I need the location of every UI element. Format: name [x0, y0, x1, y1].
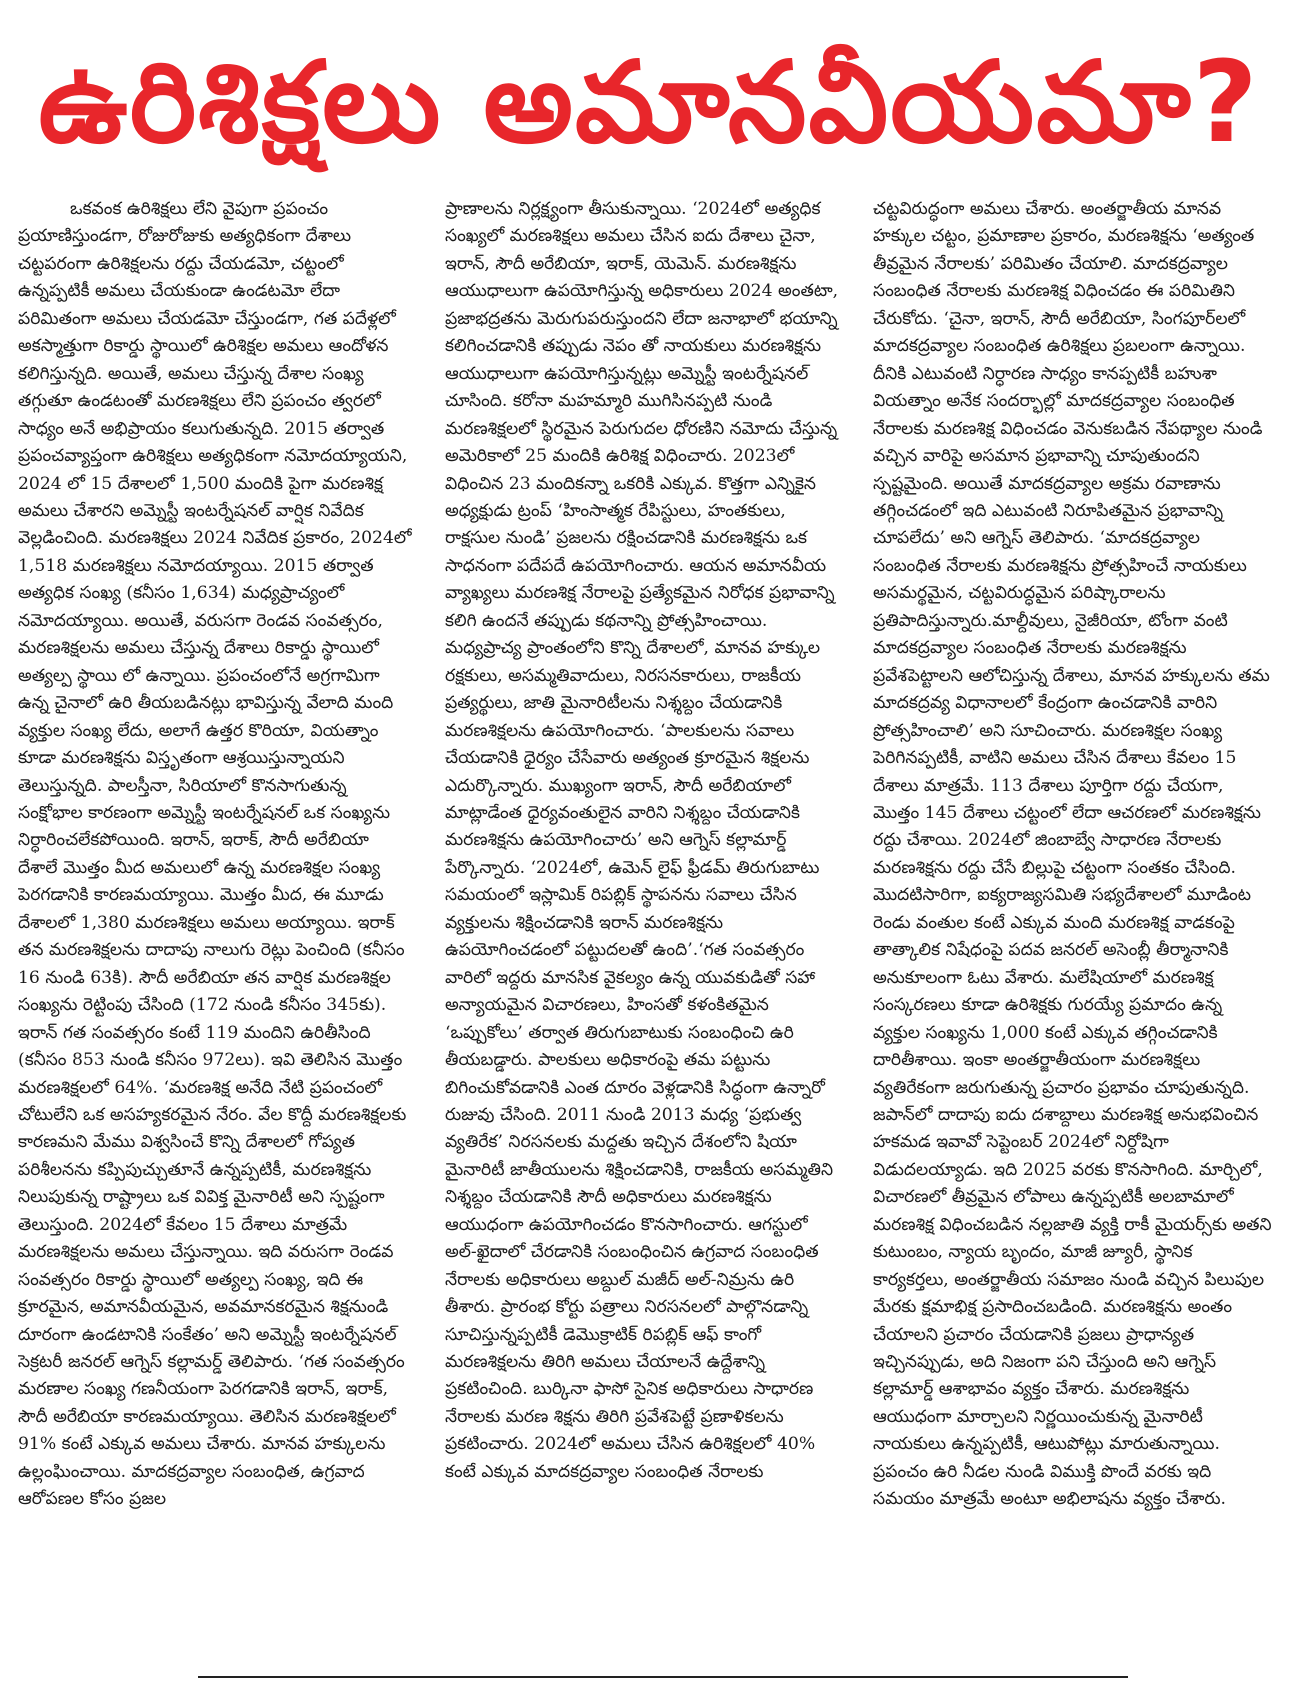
article-text: ఒకవంక ఉరిశిక్షలు లేని వైపుగా ప్రపంచం ప్రయాణిస్తుండగా, రోజురోజుకు అత్యధికంగా దేశాలు చట్టపరంగా ఉరిశిక్షలను రద్దు చేయడమో, చట్టంలో ఉన్నప్పటికీ అమలు చేయకుండా ఉండటమో లేదా పరిమితంగా అమలు చేయడమో చేస్తుండగా, గత పదేళ్లలో అకస్మాత్తుగా రికార్డు స్థాయిలో ఉరిశిక్షల అమలు ఆందోళన కలిగిస్తున్నది. అయితే, అమలు చేస్తున్న దేశాల సంఖ్య తగ్గుతూ ఉండటంతో మరణశిక్షలు లేని ప్రపంచం త్వరలో సాధ్యం అనే అభిప్రాయం కలుగుతున్నది. 2015 తర్వాత ప్రపంచవ్యాప్తంగా ఉరిశిక్షలు అత్యధికంగా నమోదయ్యాయని, 2024 లో 15 దేశాలలో 1,500 మందికి పైగా మరణశిక్ష అమలు చేశారని అమ్నెస్టీ ఇంటర్నేషనల్ వార్షిక నివేదిక వెల్లడించింది. మరణశిక్షలు 2024 నివేదిక ప్రకారం, 2024లో 1,518 మరణశిక్షలు నమోదయ్యాయి. 2015 తర్వాత అత్యధిక సంఖ్య (కనీసం 1,634) మధ్యప్రాచ్యంలో నమోదయ్యాయి. అయితే, వరుసగా రెండవ సంవత్సరం, మరణశిక్షలను అమలు చేస్తున్న దేశాలు రికార్డు స్థాయిలో అత్యల్ప స్థాయి లో ఉన్నాయి. ప్రపంచంలోనే అగ్రగామిగా ఉన్న చైనాలో ఉరి తీయబడినట్లు భావిస్తున్న వేలాది మంది వ్యక్తుల సంఖ్య లేదు, అలాగే ఉత్తర కొరియా, వియత్నాం కూడా మరణశిక్షను విస్తృతంగా ఆశ్రయిస్తున్నాయని తెలుస్తున్నది. పాలస్తీనా, సిరియాలో కొనసాగుతున్న సంక్షోభాల కారణంగా అమ్నెస్టీ ఇంటర్నేషనల్ ఒక సంఖ్యను నిర్ధారించలేకపోయింది. ఇరాన్, ఇరాక్, సౌదీ అరేబియా దేశాలే మొత్తం మీద అమలులో ఉన్న మరణశిక్షల సంఖ్య పెరగడానికి కారణమయ్యాయి. మొత్తం మీద, ఈ మూడు దేశాలలో 1,380 మరణశిక్షలు అమలు అయ్యాయి. ఇరాక్ తన మరణశిక్షలను దాదాపు నాలుగు రెట్లు పెంచింది (కనీసం 16 నుండి 63కి). సౌదీ అరేబియా తన వార్షిక మరణశిక్షల సంఖ్యను రెట్టింపు చేసింది (172 నుండి కనీసం 345కు). ఇరాన్ గత సంవత్సరం కంటే 119 మందిని ఉరితీసింది (కనీసం 853 నుండి కనీసం 972లు). ఇవి తెలిసిన మొత్తం మరణశిక్షలలో 64%. ‘మరణశిక్ష అనేది నేటి ప్రపంచంలో చోటులేని ఒక అసహ్యకరమైన నేరం. వేల కొద్దీ మరణశిక్షలకు కారణమని మేము విశ్వసించే కొన్ని దేశాలలో గోప్యత పరిశీలనను కప్పిపుచ్చుతూనే ఉన్నప్పటికీ, మరణశిక్షను నిలుపుకున్న రాష్ట్రాలు ఒక వివిక్త మైనారిటీ అని స్పష్టంగా తెలుస్తుంది. 2024లో కేవలం 15 దేశాలు మాత్రమే మరణశిక్షలను అమలు చేస్తున్నాయి. ఇది వరుసగా రెండవ సంవత్సరం రికార్డు స్థాయిలో అత్యల్ప సంఖ్య, ఇది ఈ క్రూరమైన, అమానవీయమైన, అవమానకరమైన శిక్షనుండి దూరంగా ఉండటానికి సంకేతం’ అని అమ్నెస్టీ ఇంటర్నేషనల్ సెక్రటరీ జనరల్ ఆగ్నెస్ కల్లామర్డ్ తెలిపారు. ‘గత సంవత్సరం మరణాల సంఖ్య గణనీయంగా పెరగడానికి ఇరాన్, ఇరాక్, సౌదీ అరేబియా కారణమయ్యాయి. తెలిసిన మరణశిక్షలలో 91% కంటే ఎక్కువ అమలు చేశారు. మానవ హక్కులను ఉల్లంఘించాయి. మాదకద్రవ్యాల సంబంధిత, ఉగ్రవాద ఆరోపణల కోసం ప్రజల [18, 199, 412, 1510]
article-column-2 [445, 196, 841, 1646]
article-text: ప్రాణాలను నిర్లక్ష్యంగా తీసుకున్నాయి. ‘2024లో అత్యధిక సంఖ్యలో మరణశిక్షలు అమలు చేసిన ఐదు దేశాలు చైనా, ఇరాన్, సౌదీ అరేబియా, ఇరాక్, యెమెన్. మరణశిక్షను ఆయుధాలుగా ఉపయోగిస్తున్న అధికారులు 2024 అంతటా, ప్రజాభద్రతను మెరుగుపరుస్తుందని లేదా జనాభాలో భయాన్ని కలిగించడానికి తప్పుడు నెపం తో నాయకులు మరణశిక్షను ఆయుధాలుగా ఉపయోగిస్తున్నట్లు అమ్నెస్టీ ఇంటర్నేషనల్ చూసింది. కరోనా మహమ్మారి ముగిసినప్పటి నుండి మరణశిక్షలలో స్థిరమైన పెరుగుదల ధోరణిని నమోదు చేస్తున్న అమెరికాలో 25 మందికి ఉరిశిక్ష విధించారు. 2023లో విధించిన 23 మందికన్నా ఒకరికి ఎక్కువ. కొత్తగా ఎన్నికైన అధ్యక్షుడు ట్రంప్ ‘హింసాత్మక రేపిస్టులు, హంతకులు, రాక్షసుల నుండి’ ప్రజలను రక్షించడానికి మరణశిక్షను ఒక సాధనంగా పదేపదే ఉపయోగించారు. ఆయన అమానవీయ వ్యాఖ్యలు మరణశిక్ష నేరాలపై ప్రత్యేకమైన నిరోధక ప్రభావాన్ని కలిగి ఉందనే తప్పుడు కథనాన్ని ప్రోత్సహించాయి. మధ్యప్రాచ్య ప్రాంతంలోని కొన్ని దేశాలలో, మానవ హక్కుల రక్షకులు, అసమ్మతివాదులు, నిరసనకారులు, రాజకీయ ప్రత్యర్థులు, జాతి మైనారిటీలను నిశ్శబ్దం చేయడానికి మరణశిక్షలను ఉపయోగించారు. ‘పాలకులను సవాలు చేయడానికి ధైర్యం చేసేవారు అత్యంత క్రూరమైన శిక్షలను ఎదుర్కొన్నారు. ముఖ్యంగా ఇరాన్, సౌదీ అరేబియాలో మాట్లాడేంత ధైర్యవంతులైన వారిని నిశ్శబ్దం చేయడానికి మరణశిక్షను ఉపయోగించారు’ అని ఆగ్నెస్ కల్లామార్డ్ పేర్కొన్నారు. ‘2024లో, ఉమెన్ లైఫ్ ఫ్రీడమ్ తిరుగుబాటు సమయంలో ఇస్లామిక్ రిపబ్లిక్ స్థాపనను సవాలు చేసిన వ్యక్తులను శిక్షించడానికి ఇరాన్ మరణశిక్షను ఉపయోగించడంలో పట్టుదలతో ఉంది’.‘గత సంవత్సరం వారిలో ఇద్దరు మానసిక వైకల్యం ఉన్న యువకుడితో సహా అన్యాయమైన విచారణలు, హింసతో కళంకితమైన ‘ఒప్పుకోలు’ తర్వాత తిరుగుబాటుకు సంబంధించి ఉరి తీయబడ్డారు. పాలకులు అధికారంపై తమ పట్టును బిగించుకోవడానికి ఎంత దూరం వెళ్లడానికి సిద్ధంగా ఉన్నారో రుజువు చేసింది. 2011 నుండి 2013 మధ్య ‘ప్రభుత్వ వ్యతిరేక’ నిరసనలకు మద్దతు ఇచ్చిన దేశంలోని షియా మైనారిటీ జాతీయులను శిక్షించడానికి, రాజకీయ అసమ్మతిని నిశ్శబ్దం చేయడానికి సౌదీ అధికారులు మరణశిక్షను ఆయుధంగా ఉపయోగించడం కొనసాగించారు. ఆగస్టులో అల్-ఖైదాలో చేరడానికి సంబంధించిన ఉగ్రవాద సంబంధిత నేరాలకు అధికారులు అబ్దుల్ మజీద్ అల్-నిమ్రను ఉరి తీశారు. ప్రారంభ కోర్టు పత్రాలు నిరసనలలో పాల్గొనడాన్ని సూచిస్తున్నప్పటికీ డెమొక్రాటిక్ రిపబ్లిక్ ఆఫ్ కాంగో మరణశిక్షలను తిరిగి అమలు చేయాలనే ఉద్దేశాన్ని ప్రకటించింది. బుర్కినా ఫాసో సైనిక అధికారులు సాధారణ నేరాలకు మరణ శిక్షను తిరిగి ప్రవేశపెట్టే ప్రణాళికలను ప్రకటించారు. 2024లో అమలు చేసిన ఉరిశిక్షలలో 40% కంటే ఎక్కువ మాదకద్రవ్యాల సంబంధిత నేరాలకు [445, 199, 839, 1482]
headline: ఉరిశిక్షలు అమానవీయమా? [38, 38, 1260, 168]
bottom-divider [198, 1676, 1128, 1678]
article-column-3 [873, 196, 1273, 1646]
article-text: చట్టవిరుద్ధంగా అమలు చేశారు. అంతర్జాతీయ మానవ హక్కుల చట్టం, ప్రమాణాల ప్రకారం, మరణశిక్షను ‘అత్యంత తీవ్రమైన నేరాలకు’ పరిమితం చేయాలి. మాదకద్రవ్యాల సంబంధిత నేరాలకు మరణశిక్ష విధించడం ఈ పరిమితిని చేరుకోదు. ‘చైనా, ఇరాన్, సౌదీ అరేబియా, సింగపూర్‌లలో మాదకద్రవ్యాల సంబంధిత ఉరిశిక్షలు ప్రబలంగా ఉన్నాయి. దీనికి ఎటువంటి నిర్ధారణ సాధ్యం కానప్పటికీ బహుశా వియత్నాం అనేక సందర్భాల్లో మాదకద్రవ్యాల సంబంధిత నేరాలకు మరణశిక్ష విధించడం వెనుకబడిన నేపథ్యాల నుండి వచ్చిన వారిపై అసమాన ప్రభావాన్ని చూపుతుందని స్పష్టమైంది. అయితే మాదకద్రవ్యాల అక్రమ రవాణాను తగ్గించడంలో ఇది ఎటువంటి నిరూపితమైన ప్రభావాన్ని చూపలేదు’ అని ఆగ్నెస్ తెలిపారు. ‘మాదకద్రవ్యాల సంబంధిత నేరాలకు మరణశిక్షను ప్రోత్సహించే నాయకులు అసమర్థమైన, చట్టవిరుద్ధమైన పరిష్కారాలను ప్రతిపాదిస్తున్నారు.మాల్దీవులు, నైజీరియా, టోంగా వంటి మాదకద్రవ్యాల సంబంధిత నేరాలకు మరణశిక్షను ప్రవేశపెట్టాలని ఆలోచిస్తున్న దేశాలు, మానవ హక్కులను తమ మాదకద్రవ్య విధానాలలో కేంద్రంగా ఉంచడానికి వారిని ప్రోత్సహించాలి’ అని సూచించారు. మరణశిక్షల సంఖ్య పెరిగినప్పటికీ, వాటిని అమలు చేసిన దేశాలు కేవలం 15 దేశాలు మాత్రమే. 113 దేశాలు పూర్తిగా రద్దు చేయగా, మొత్తం 145 దేశాలు చట్టంలో లేదా ఆచరణలో మరణశిక్షను రద్దు చేశాయి. 2024లో జింబాబ్వే సాధారణ నేరాలకు మరణశిక్షను రద్దు చేసే బిల్లుపై చట్టంగా సంతకం చేసింది. మొదటిసారిగా, ఐక్యరాజ్యసమితి సభ్యదేశాలలో మూడింట రెండు వంతుల కంటే ఎక్కువ మంది మరణశిక్ష వాడకంపై తాత్కాలిక నిషేధంపై పదవ జనరల్ అసెంబ్లీ తీర్మానానికి అనుకూలంగా ఓటు వేశారు. మలేషియాలో మరణశిక్ష సంస్కరణలు కూడా ఉరిశిక్షకు గురయ్యే ప్రమాదం ఉన్న వ్యక్తుల సంఖ్యను 1,000 కంటే ఎక్కువ తగ్గించడానికి దారితీశాయి. ఇంకా అంతర్జాతీయంగా మరణశిక్షలు వ్యతిరేకంగా జరుగుతున్న ప్రచారం ప్రభావం చూపుతున్నది. జపాన్‌లో దాదాపు ఐదు దశాబ్దాలు మరణశిక్ష అనుభవించిన హకమడ ఇవావో సెప్టెంబర్ 2024లో నిర్దోషిగా విడుదలయ్యాడు. ఇది 2025 వరకు కొనసాగింది. మార్చిలో, విచారణలో తీవ్రమైన లోపాలు ఉన్నప్పటికీ అలబామాలో మరణశిక్ష విధించబడిన నల్లజాతి వ్యక్తి రాకీ మైయర్స్‌కు అతని కుటుంబం, న్యాయ బృందం, మాజీ జ్యూరీ, స్థానిక కార్యకర్తలు, అంతర్జాతీయ సమాజం నుండి వచ్చిన పిలుపుల మేరకు క్షమాభిక్ష ప్రసాదించబడింది. మరణశిక్షను అంతం చేయాలని ప్రచారం చేయడానికి ప్రజలు ప్రాధాన్యత ఇచ్చినప్పుడు, అది నిజంగా పని చేస్తుంది అని ఆగ్నెస్ కల్లామార్డ్ ఆశాభావం వ్యక్తం చేశారు. మరణశిక్షను ఆయుధంగా మార్చాలని నిర్ణయించుకున్న మైనారిటీ నాయకులు ఉన్నప్పటికీ, ఆటుపోట్లు మారుతున్నాయి. ప్రపంచం ఉరి నీడల నుండి విముక్తి పొందే వరకు ఇది సమయం మాత్రమే అంటూ అభిలాషను వ్యక్తం చేశారు. [873, 199, 1272, 1510]
article-column-1 [18, 196, 412, 1646]
